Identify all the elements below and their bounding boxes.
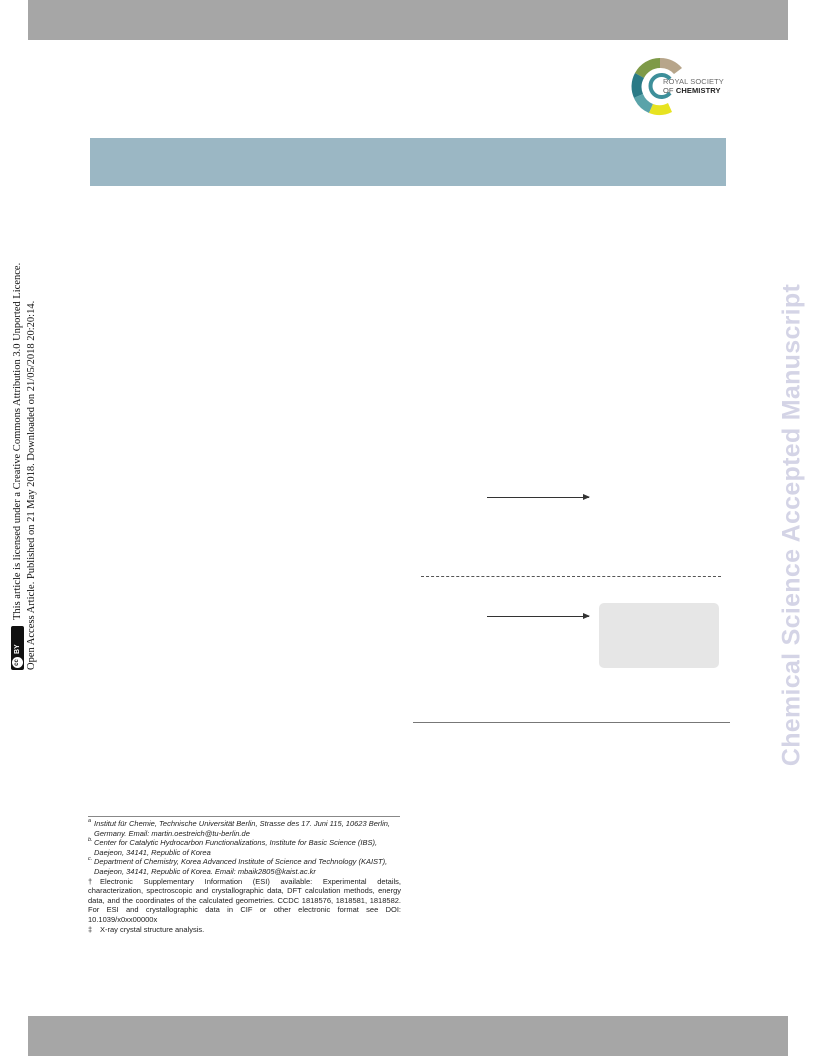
rsc-logo-text [663,78,724,95]
logo-line-2 [663,87,724,96]
logo-of: OF [663,85,674,95]
logo-chemistry: CHEMISTRY [675,85,721,95]
footnote-text: Center for Catalytic Hydrocarbon Functionalizations, Institute for Basic Science (IBS), Daejeon, 34141, Republic of Korea [94,838,378,857]
reaction-arrow [487,497,589,498]
footnote-affiliation-a [88,819,401,838]
footnotes [88,819,401,934]
footnote-marker: b. [88,837,93,844]
open-access-sidebar [10,210,40,670]
graphic-bottom-rule [413,722,730,723]
cc-by-badge [11,626,24,670]
reaction-arrow [487,616,589,617]
footnote-esi [88,877,401,925]
footnote-rule [88,816,400,817]
bottom-banner [28,1016,788,1056]
footnote-text: Institut für Chemie, Technische Universität Berlin, Strasse des 17. Juni 115, 10623 Berlin, Germany. Email: martin.oestreich@tu-berlin.de [94,819,390,838]
article-header-band [90,138,726,186]
top-banner [28,0,788,40]
cc-icon: cc [12,657,23,668]
double-dagger-marker: ‡ [88,924,93,934]
logo-line-1: ROYAL SOCIETY [663,77,724,86]
footnote-text: Department of Chemistry, Korea Advanced Institute of Science and Technology (KAIST), Daejeon, 34141, Republic of Korea. Email: mbaik2805@kaist.ac.kr [94,857,388,876]
footnote-xray [88,925,401,935]
footnote-marker: a [88,818,92,824]
accepted-manuscript-watermark: Chemical Science Accepted Manuscript [777,283,806,767]
footnote-affiliation-b [88,838,401,857]
by-label: BY [14,644,21,654]
footnote-marker: c. [88,856,93,863]
dagger-marker: † [88,876,93,886]
footnote-affiliation-c [88,857,401,876]
open-access-notice: Open Access Article. Published on 21 May 2018. Downloaded on 21/05/2018 20:20:14. [26,300,37,670]
license-notice[interactable]: This article is licensed under a Creative Commons Attribution 3.0 Unported Licence. [12,262,23,620]
scheme-highlight-box [599,603,719,668]
footnote-text: X-ray crystal structure analysis. [100,924,205,934]
footnote-text: Electronic Supplementary Information (ESI) available: Experimental details, characterization, spectroscopic and crystallographic data, DFT calculation methods, energy data, and the coordinates of the calculated geometries. CCDC 1818576, 1818581, 1818582. For ESI and crystallographic data in CIF or other electronic format see DOI: 10.1039/x0xx00000x [88,876,401,924]
scheme-divider [421,576,721,577]
